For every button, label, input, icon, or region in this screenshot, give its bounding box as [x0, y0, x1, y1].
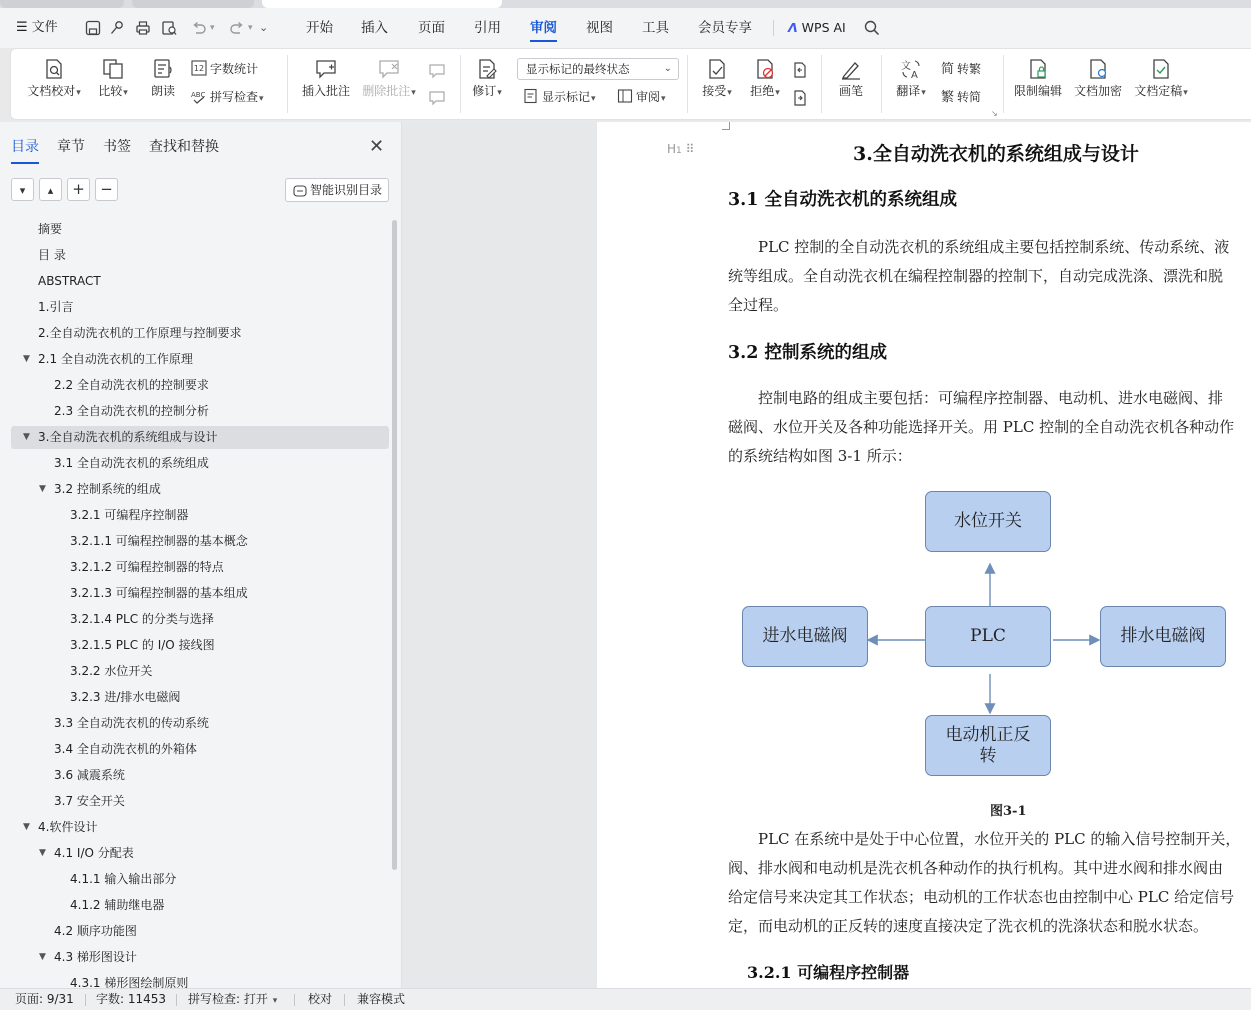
toc-item-label: 2.1 全自动洗衣机的工作原理	[38, 352, 193, 366]
paragraph	[728, 384, 1251, 471]
toc-item-label: 4.3 梯形图设计	[54, 950, 137, 964]
toc-item[interactable]	[11, 296, 389, 319]
chevron-down-icon[interactable]: ⌄	[259, 21, 269, 34]
motor-label-line: 电动机正反	[945, 724, 1031, 745]
next-change-icon[interactable]	[791, 89, 809, 107]
toc-item-label: 2.3 全自动洗衣机的控制分析	[54, 404, 209, 418]
share-icon[interactable]	[108, 19, 126, 37]
ribbon-toolbar	[10, 48, 1251, 120]
toc-item[interactable]	[11, 478, 389, 501]
toc-item-label: 4.3.1 梯形图绘制原则	[70, 976, 189, 988]
previous-comment-icon[interactable]	[428, 62, 446, 80]
undo-dropdown[interactable]: ▾	[210, 23, 215, 33]
toc-item-label: 3.2.1 可编程序控制器	[70, 508, 189, 522]
redo-icon[interactable]	[228, 19, 246, 37]
delete-comment-icon	[377, 57, 401, 81]
toc-item-label: 2.全自动洗衣机的工作原理与控制要求	[38, 326, 242, 340]
divider	[294, 994, 295, 1006]
paragraph	[728, 825, 1251, 941]
reject-icon	[753, 57, 777, 81]
text-line: 统等组成。全自动洗衣机在编程控制器的控制下，自动完成洗涤、漂洗和脱	[728, 267, 1224, 285]
tab-find-replace[interactable]: 查找和替换	[149, 139, 219, 155]
finalize-icon	[1149, 57, 1173, 81]
search-icon[interactable]	[863, 19, 881, 37]
divider	[287, 55, 288, 113]
toc-item[interactable]	[11, 218, 389, 241]
toc-item-label: 3.6 减震系统	[54, 768, 125, 782]
toc-item[interactable]	[11, 322, 389, 345]
smart-toc-button[interactable]: 智能识别目录	[285, 178, 389, 202]
toc-item[interactable]	[11, 426, 389, 449]
review-pane-button[interactable]: 审阅▾	[617, 88, 666, 106]
track-changes-icon	[475, 57, 499, 81]
divider	[687, 55, 688, 113]
lock-document-icon	[1026, 57, 1050, 81]
expand-arrow-icon[interactable]: ▼	[23, 432, 30, 442]
pen-icon	[839, 57, 863, 81]
tab-chapters[interactable]: 章节	[57, 139, 85, 155]
tab-view[interactable]: 视图	[586, 20, 613, 36]
minus-icon: −	[100, 180, 113, 198]
file-menu[interactable]: ☰ 文件	[16, 20, 58, 35]
inlet-valve-box: 进水电磁阀	[742, 606, 868, 667]
word-count-icon	[191, 60, 207, 76]
toc-item[interactable]	[11, 894, 389, 917]
document-tab-active[interactable]	[262, 0, 502, 8]
text-line: 控制电路的组成主要包括：可编程序控制器、电动机、进水电磁阀、排	[758, 389, 1224, 407]
status-bar	[0, 988, 1251, 1010]
spell-check-button[interactable]: ABC 拼写检查▾	[191, 90, 264, 104]
wps-ai-button[interactable]: Λ WPS AI	[788, 20, 846, 35]
delete-comment-button[interactable]: 删除批注▾	[359, 55, 419, 101]
svg-text:12: 12	[193, 64, 205, 73]
expand-arrow-icon[interactable]: ▼	[39, 484, 46, 494]
expand-down-button[interactable]	[11, 178, 34, 201]
smart-toc-icon	[293, 183, 307, 197]
toc-item[interactable]	[11, 348, 389, 371]
toc-item[interactable]	[11, 790, 389, 813]
save-icon[interactable]	[84, 19, 102, 37]
subsection-heading: 3.2 控制系统的组成	[728, 343, 888, 363]
toc-item-label: 摘要	[38, 222, 63, 236]
expand-arrow-icon[interactable]: ▼	[23, 354, 30, 364]
toc-item-label: 3.全自动洗衣机的系统组成与设计	[38, 430, 218, 444]
remove-heading-button[interactable]	[95, 178, 118, 201]
spell-check-status[interactable]: 拼写检查: 打开 ▾	[188, 992, 278, 1006]
navigation-pane	[0, 122, 402, 988]
motor-label-line: 转	[979, 745, 997, 766]
word-count[interactable]: 字数: 11453	[96, 992, 167, 1006]
show-markup-icon	[523, 88, 539, 104]
wps-ai-icon: Λ	[788, 20, 798, 35]
collapse-up-button[interactable]	[39, 178, 62, 201]
restrict-edit-button[interactable]: 限制编辑	[1011, 55, 1065, 99]
spell-check-icon	[191, 88, 207, 104]
markup-state-select[interactable]: 显示标记的最终状态 ⌄	[517, 58, 679, 80]
svg-text:ABC: ABC	[191, 91, 206, 99]
toc-item-label: 3.2 控制系统的组成	[54, 482, 161, 496]
text-line: 定，而电动机的正反转的速度直接决定了洗衣机的洗涤状态和脱水状态。	[728, 917, 1209, 935]
show-markup-button[interactable]: 显示标记▾	[523, 88, 596, 106]
divider	[176, 994, 177, 1006]
water-level-switch-box: 水位开关	[925, 491, 1051, 552]
toc-item[interactable]	[11, 946, 389, 969]
expand-arrow-icon[interactable]: ▼	[39, 848, 46, 858]
toc-item[interactable]	[11, 972, 389, 988]
toc-item-label: 3.2.2 水位开关	[70, 664, 153, 678]
tab-insert[interactable]: 插入	[361, 20, 388, 36]
compare-icon	[101, 57, 125, 81]
plus-icon: +	[72, 180, 85, 198]
finalize-button[interactable]: 文档定稿▾	[1129, 55, 1193, 101]
toc-item-label: 2.2 全自动洗衣机的控制要求	[54, 378, 209, 392]
add-heading-button[interactable]	[67, 178, 90, 201]
toc-item[interactable]	[11, 582, 389, 605]
chevron-down-icon: ⌄	[663, 63, 672, 74]
nav-scrollbar[interactable]	[392, 220, 397, 870]
plc-box: PLC	[925, 606, 1051, 667]
toc-item-label: 4.1 I/O 分配表	[54, 846, 134, 860]
figure-caption: 图3-1	[990, 804, 1027, 819]
toc-item-label: 3.2.1.2 可编程控制器的特点	[70, 560, 224, 574]
proofread-status[interactable]: 校对	[308, 992, 333, 1006]
toc-item-label: 4.1.1 输入输出部分	[70, 872, 177, 886]
divider	[85, 994, 86, 1006]
traditional-char-icon: 简	[941, 62, 955, 77]
subsection-heading: 3.2.1 可编程序控制器	[747, 963, 910, 982]
toc-item-label: 3.4 全自动洗衣机的外箱体	[54, 742, 197, 756]
toc-item-label: 3.1 全自动洗衣机的系统组成	[54, 456, 209, 470]
toc-item[interactable]	[11, 608, 389, 631]
compare-button[interactable]: 比较▾	[91, 55, 135, 101]
divider	[1003, 55, 1004, 113]
print-icon[interactable]	[134, 19, 152, 37]
insert-comment-icon	[314, 57, 338, 81]
toc-item-label: 3.2.1.1 可编程控制器的基本概念	[70, 534, 248, 548]
drag-handle-icon: ⠿	[685, 142, 694, 156]
toc-item-label: 3.2.1.5 PLC 的 I/O 接线图	[70, 638, 215, 652]
divider	[881, 55, 882, 113]
divider	[344, 994, 345, 1006]
toc-item[interactable]	[11, 660, 389, 683]
tab-page[interactable]: 页面	[418, 20, 445, 36]
encrypt-icon	[1086, 57, 1110, 81]
text-line: 的系统结构如图 3-1 所示：	[728, 447, 912, 465]
toc-item-label: 3.2.1.3 可编程控制器的基本组成	[70, 586, 248, 600]
toc-item-label: 3.2.1.4 PLC 的分类与选择	[70, 612, 214, 626]
print-preview-icon[interactable]	[160, 19, 178, 37]
tab-home[interactable]: 开始	[306, 20, 333, 36]
review-pane-icon	[617, 88, 633, 104]
toc-item[interactable]	[11, 556, 389, 579]
text-line: 给定信号来决定其工作状态；电动机的工作状态也由控制中心 PLC 给定信号	[728, 888, 1235, 906]
next-comment-icon[interactable]	[428, 89, 446, 107]
toc-item-label: 4.1.2 辅助继电器	[70, 898, 165, 912]
toc-item[interactable]	[11, 738, 389, 761]
document-area	[402, 122, 1251, 988]
toc-item-label: 1.引言	[38, 300, 74, 314]
motor-box	[925, 715, 1051, 776]
toc-item-label: 4.软件设计	[38, 820, 98, 834]
read-aloud-icon	[151, 57, 175, 81]
toc-list	[11, 218, 389, 988]
accept-icon	[705, 57, 729, 81]
close-icon[interactable]: ✕	[369, 136, 385, 157]
toc-item-label: 目 录	[38, 248, 66, 262]
divider	[460, 55, 461, 113]
insert-comment-button[interactable]: 插入批注	[297, 55, 355, 99]
text-line: 全过程。	[728, 296, 789, 314]
toc-item-label: 3.7 安全开关	[54, 794, 125, 808]
toc-item[interactable]	[11, 686, 389, 709]
hamburger-icon: ☰	[16, 20, 28, 35]
toc-item[interactable]	[11, 842, 389, 865]
page-indicator[interactable]: 页面: 9/31	[15, 992, 74, 1006]
toc-item[interactable]	[11, 270, 389, 293]
toc-item-label: 3.2.3 进/排水电磁阀	[70, 690, 181, 704]
doc-check-button[interactable]: 文档校对▾	[25, 55, 83, 101]
expand-arrow-icon[interactable]: ▼	[39, 952, 46, 962]
toc-item[interactable]	[11, 712, 389, 735]
subsection-heading: 3.1 全自动洗衣机的系统组成	[728, 190, 958, 210]
tab-review[interactable]: 审阅	[530, 8, 557, 48]
encrypt-button[interactable]: 文档加密	[1071, 55, 1125, 99]
heading-mark[interactable]: H1 ⠿	[667, 142, 694, 156]
menu-bar	[0, 8, 1251, 48]
tab-member[interactable]: 会员专享	[698, 20, 752, 36]
expand-arrow-icon[interactable]: ▼	[23, 822, 30, 832]
toc-item[interactable]	[11, 868, 389, 891]
paragraph	[728, 233, 1251, 320]
text-line: PLC 控制的全自动洗衣机的系统组成主要包括控制系统、传动系统、液	[758, 238, 1230, 256]
svg-text:A: A	[911, 70, 918, 81]
document-tab[interactable]	[132, 0, 254, 8]
toc-item[interactable]	[11, 816, 389, 839]
section-heading: 3.全自动洗衣机的系统组成与设计	[853, 143, 1139, 165]
reject-button[interactable]: 拒绝▾	[743, 55, 787, 101]
word-count-button[interactable]: 12 字数统计	[191, 60, 258, 78]
to-simplified-button[interactable]: 繁 转简	[941, 90, 982, 105]
toc-item[interactable]	[11, 400, 389, 423]
divider	[821, 55, 822, 113]
compat-mode: 兼容模式	[357, 992, 406, 1006]
toc-item-label: ABSTRACT	[38, 274, 101, 288]
window-tab-strip	[0, 0, 1251, 8]
toc-item[interactable]	[11, 634, 389, 657]
system-diagram	[737, 486, 1227, 786]
drain-valve-box: 排水电磁阀	[1100, 606, 1226, 667]
undo-icon[interactable]	[190, 19, 208, 37]
document-tab[interactable]	[0, 0, 124, 8]
previous-change-icon[interactable]	[791, 61, 809, 79]
margin-mark	[722, 122, 730, 130]
text-line: PLC 在系统中是处于中心位置，水位开关的 PLC 的输入信号控制开关，	[758, 830, 1241, 848]
doc-check-icon	[42, 57, 66, 81]
divider	[773, 20, 774, 36]
dialog-launcher-icon[interactable]: ↘	[991, 109, 998, 118]
read-aloud-button[interactable]: 朗读	[141, 55, 185, 99]
redo-dropdown[interactable]: ▾	[248, 23, 253, 33]
chevron-down-icon: ▾	[19, 184, 26, 197]
tab-references[interactable]: 引用	[474, 20, 501, 36]
toc-item-label: 4.2 顺序功能图	[54, 924, 137, 938]
toc-item[interactable]	[11, 244, 389, 267]
toc-item[interactable]	[11, 504, 389, 527]
toc-item[interactable]	[11, 374, 389, 397]
pen-button[interactable]: 画笔	[829, 55, 873, 99]
translate-icon	[899, 57, 923, 81]
translate-button[interactable]: 文 A 翻译▾	[887, 55, 935, 101]
svg-text:文: 文	[901, 61, 911, 72]
tab-tools[interactable]: 工具	[642, 20, 669, 36]
to-traditional-button[interactable]: 简 转繁	[941, 62, 982, 77]
text-line: 磁阀、水位开关及各种功能选择开关。用 PLC 控制的全自动洗衣机各种动作	[728, 418, 1235, 436]
chevron-up-icon: ▴	[47, 184, 54, 197]
text-line: 阀、排水阀和电动机是洗衣机各种动作的执行机构。其中进水阀和排水阀由	[728, 859, 1224, 877]
toc-item-label: 3.3 全自动洗衣机的传动系统	[54, 716, 209, 730]
toc-item[interactable]	[11, 452, 389, 475]
accept-button[interactable]: 接受▾	[695, 55, 739, 101]
tab-toc[interactable]: 目录	[11, 136, 39, 156]
tab-bookmarks[interactable]: 书签	[103, 139, 131, 155]
toc-item[interactable]	[11, 530, 389, 553]
track-changes-button[interactable]: 修订▾	[467, 55, 507, 101]
document-page[interactable]	[597, 122, 1251, 988]
toc-item[interactable]	[11, 764, 389, 787]
toc-item[interactable]	[11, 920, 389, 943]
simplified-char-icon: 繁	[941, 90, 955, 105]
